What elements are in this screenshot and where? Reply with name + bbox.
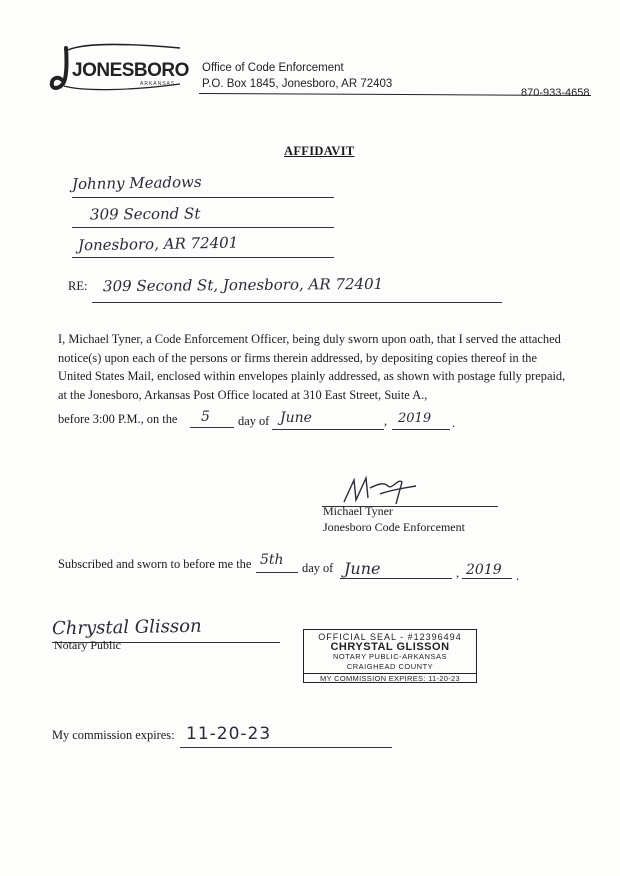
subscribed-day-line [256, 572, 298, 573]
served-day-line [190, 427, 234, 428]
recipient-name: Johnny Meadows [71, 172, 202, 194]
served-year: 2019 [398, 411, 432, 426]
document-title: AFFIDAVIT [284, 144, 355, 158]
subscribed-year-line [462, 578, 512, 579]
seal-line-2: CHRYSTAL GLISSON [330, 641, 450, 653]
before-text: before 3:00 P.M., on the [58, 412, 178, 426]
subscribed-year: 2019 [466, 562, 502, 578]
served-day: 5 [201, 409, 210, 425]
seal-line-5: MY COMMISSION EXPIRES: 11-20-23 [304, 673, 476, 684]
recipient-street: 309 Second St [89, 204, 201, 224]
officer-department: Jonesboro Code Enforcement [323, 520, 465, 534]
notary-seal [303, 629, 477, 683]
subscribed-comma: , [456, 566, 460, 580]
office-address: P.O. Box 1845, Jonesboro, AR 72403 [202, 78, 393, 90]
served-comma: , [384, 414, 388, 428]
notary-signature: Chrystal Glisson [51, 615, 202, 640]
recipient-city-line [72, 257, 334, 258]
affidavit-body: I, Michael Tyner, a Code Enforcement Officer, being duly sworn upon oath, that I served the attached notice(s) upon each of the persons or firms therein addressed, by depositing copies thereof in the United States Mail, enclosed within envelopes plainly addressed, as shown with postage fully prepaid, at the Jonesboro, Arkansas Post Office located at 310 East Street, Suite A., [58, 332, 566, 402]
served-period: . [452, 416, 456, 430]
officer-name: Michael Tyner [323, 504, 393, 518]
day-of-label: day of [238, 414, 270, 428]
re-value: 309 Second St, Jonesboro, AR 72401 [102, 274, 384, 296]
commission-label: My commission expires: [52, 728, 175, 742]
commission-line [180, 747, 392, 748]
served-year-line [392, 429, 450, 430]
logo-subtext: ARKANSAS [140, 81, 176, 87]
office-name: Office of Code Enforcement [202, 62, 344, 74]
subscribed-month-line [340, 578, 452, 579]
commission-value: 11-20-23 [186, 724, 272, 744]
subscribed-day: 5th [260, 552, 284, 568]
subscribed-text: Subscribed and sworn to before me the [58, 557, 252, 571]
recipient-street-line [72, 227, 334, 228]
seal-line-1: OFFICIAL SEAL - #12396494 [318, 632, 462, 642]
logo-text: JONESBORO [72, 60, 189, 81]
recipient-city: Jonesboro, AR 72401 [77, 233, 239, 255]
subscribed-day-of-label: day of [302, 561, 334, 575]
re-label: RE: [68, 279, 88, 293]
subscribed-period: . [516, 569, 520, 583]
seal-line-4: CRAIGHEAD COUNTY [346, 662, 434, 671]
served-month-line [272, 429, 384, 430]
recipient-name-line [72, 197, 334, 198]
re-line [92, 302, 502, 303]
served-month: June [280, 410, 312, 426]
officer-signature-icon [340, 474, 420, 508]
office-phone: 870-933-4658 [521, 87, 590, 99]
subscribed-month: June [344, 559, 381, 578]
seal-line-3: NOTARY PUBLIC-ARKANSAS [333, 652, 447, 661]
notary-label: Notary Public [54, 638, 121, 652]
